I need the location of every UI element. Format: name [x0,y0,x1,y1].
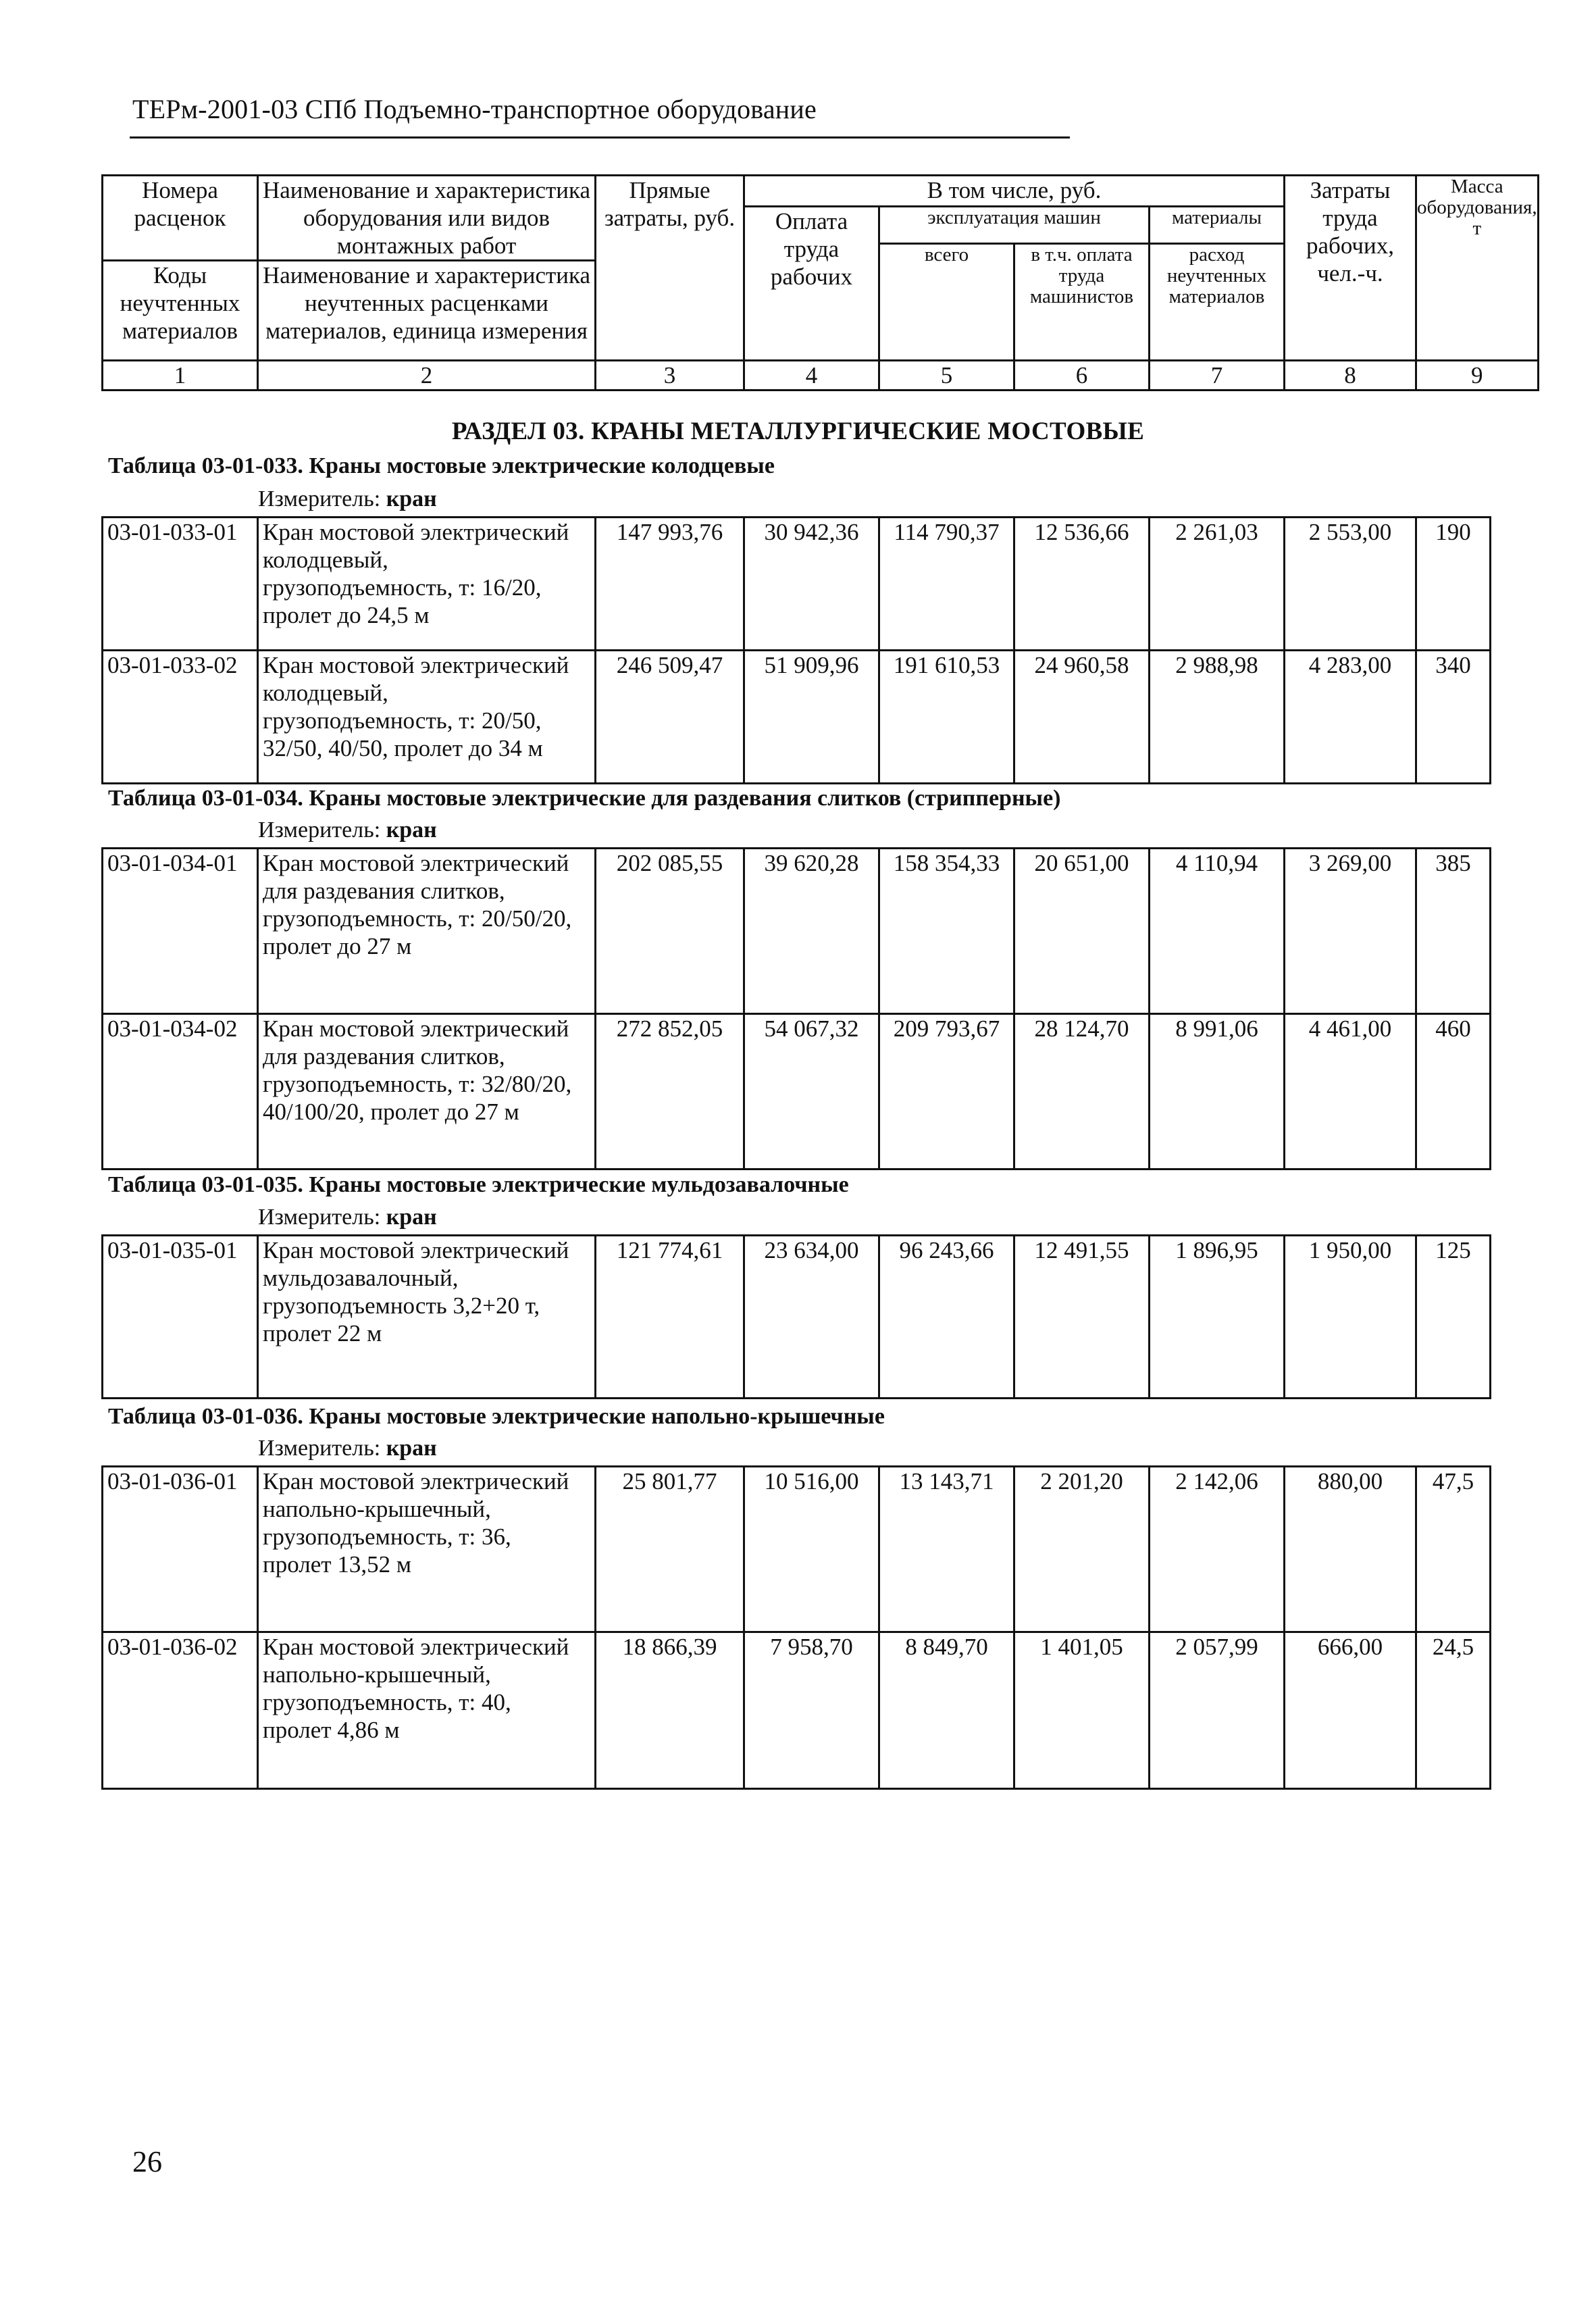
table-row [103,651,1491,784]
header-operator-pay: в т.ч. оплата труда машинистов [1014,244,1150,361]
operator-pay-value: 2 201,20 [1014,1467,1150,1632]
header-machine-operation: эксплуатация машин [879,207,1150,244]
description-line: напольно-крышечный, [263,1661,491,1688]
page-number: 26 [132,2145,162,2178]
header-material-codes: Коды неучтенных материалов [103,261,258,361]
description-line: грузоподъемность, т: 36, [263,1524,511,1550]
description-line: пролет 22 м [263,1320,382,1347]
header-col-number: 2 [258,361,596,391]
operator-pay-value: 1 401,05 [1014,1632,1150,1789]
table-title: Таблица 03-01-035. Краны мостовые электрические мульдозавалочные [108,1172,849,1197]
header-col-number: 4 [744,361,879,391]
materials-value: 8 991,06 [1150,1014,1285,1169]
description-line: грузоподъемность 3,2+20 т, [263,1292,540,1319]
mass-value: 24,5 [1416,1632,1491,1789]
machine-total-value: 209 793,67 [879,1014,1014,1169]
description-line: Кран мостовой электрический [263,1634,569,1660]
direct-costs-value: 18 866,39 [596,1632,744,1789]
labor-hours-value: 880,00 [1285,1467,1416,1632]
rates-table-036 [101,1465,1491,1790]
header-materials: материалы [1150,207,1285,244]
direct-costs-value: 202 085,55 [596,849,744,1014]
description-line: 32/50, 40/50, пролет до 34 м [263,735,543,761]
description-line: пролет 4,86 м [263,1717,400,1743]
meter-line [258,818,437,843]
materials-value: 1 896,95 [1150,1236,1285,1399]
header-material-name: Наименование и характеристика неучтенных расценками материалов, единица измерения [258,261,596,361]
description-line: пролет 13,52 м [263,1551,411,1578]
rate-description [258,1236,596,1399]
direct-costs-value: 121 774,61 [596,1236,744,1399]
header-work-name: Наименование и характеристика оборудования или видов монтажных работ [258,176,596,261]
description-line: для раздевания слитков, [263,1043,505,1070]
header-rate-number: Номера расценок [103,176,258,261]
operator-pay-value: 12 491,55 [1014,1236,1150,1399]
description-line: Кран мостовой электрический [263,850,569,876]
rate-description [258,1014,596,1169]
direct-costs-value: 25 801,77 [596,1467,744,1632]
rates-table-034 [101,847,1491,1170]
machine-total-value: 158 354,33 [879,849,1014,1014]
header-rule [130,136,1070,139]
rate-code: 03-01-034-01 [103,849,258,1014]
worker-pay-value: 39 620,28 [744,849,879,1014]
meter-label: Измеритель: [258,1205,381,1230]
mass-value: 460 [1416,1014,1491,1169]
meter-label: Измеритель: [258,486,381,511]
header-col-number: 3 [596,361,744,391]
description-line: грузоподъемность, т: 40, [263,1689,511,1715]
description-line: 40/100/20, пролет до 27 м [263,1099,519,1125]
meter-line [258,486,437,512]
mass-value: 385 [1416,849,1491,1014]
column-header-table [101,174,1539,391]
rate-code: 03-01-034-02 [103,1014,258,1169]
machine-total-value: 114 790,37 [879,518,1014,651]
worker-pay-value: 51 909,96 [744,651,879,784]
worker-pay-value: 23 634,00 [744,1236,879,1399]
table-row [103,1467,1491,1632]
operator-pay-value: 24 960,58 [1014,651,1150,784]
direct-costs-value: 272 852,05 [596,1014,744,1169]
header-col-number: 6 [1014,361,1150,391]
section-title: РАЗДЕЛ 03. КРАНЫ МЕТАЛЛУРГИЧЕСКИЕ МОСТОВЫЕ [451,418,1145,445]
rates-table-033 [101,516,1491,784]
table-row [103,1014,1491,1169]
meter-line [258,1205,437,1230]
header-unaccounted-materials: расход неучтенных материалов [1150,244,1285,361]
machine-total-value: 8 849,70 [879,1632,1014,1789]
header-col-number: 7 [1150,361,1285,391]
worker-pay-value: 10 516,00 [744,1467,879,1632]
labor-hours-value: 2 553,00 [1285,518,1416,651]
header-equipment-mass: Масса оборудования, т [1416,176,1539,361]
materials-value: 2 988,98 [1150,651,1285,784]
operator-pay-value: 20 651,00 [1014,849,1150,1014]
direct-costs-value: 246 509,47 [596,651,744,784]
table-title: Таблица 03-01-036. Краны мостовые электрические напольно-крышечные [108,1404,885,1429]
description-line: напольно-крышечный, [263,1496,491,1522]
rate-description [258,1467,596,1632]
labor-hours-value: 4 283,00 [1285,651,1416,784]
rate-code: 03-01-036-02 [103,1632,258,1789]
meter-unit: кран [386,486,437,511]
description-line: Кран мостовой электрический [263,1237,569,1263]
machine-total-value: 191 610,53 [879,651,1014,784]
rates-table-035 [101,1234,1491,1399]
description-line: Кран мостовой электрический [263,652,569,678]
meter-label: Измеритель: [258,1436,381,1461]
rate-code: 03-01-033-02 [103,651,258,784]
description-line: мульдозавалочный, [263,1265,459,1291]
running-head: ТЕРм-2001-03 СПб Подъемно-транспортное оборудование [132,94,817,124]
direct-costs-value: 147 993,76 [596,518,744,651]
description-line: Кран мостовой электрический [263,1015,569,1042]
table-row [103,1236,1491,1399]
materials-value: 2 142,06 [1150,1467,1285,1632]
header-group-including: В том числе, руб. [744,176,1285,207]
operator-pay-value: 12 536,66 [1014,518,1150,651]
description-line: Кран мостовой электрический [263,1468,569,1494]
rate-description [258,651,596,784]
table-row [103,849,1491,1014]
worker-pay-value: 7 958,70 [744,1632,879,1789]
machine-total-value: 96 243,66 [879,1236,1014,1399]
meter-unit: кран [386,818,437,842]
header-col-number: 5 [879,361,1014,391]
header-machine-total: всего [879,244,1014,361]
labor-hours-value: 3 269,00 [1285,849,1416,1014]
description-line: колодцевый, [263,547,388,573]
description-line: для раздевания слитков, [263,878,505,904]
meter-unit: кран [386,1205,437,1230]
mass-value: 125 [1416,1236,1491,1399]
meter-label: Измеритель: [258,818,381,842]
description-line: грузоподъемность, т: 16/20, [263,574,542,601]
header-col-number: 8 [1285,361,1416,391]
mass-value: 340 [1416,651,1491,784]
header-worker-pay: Оплата труда рабочих [744,207,879,361]
table-row [103,1632,1491,1789]
machine-total-value: 13 143,71 [879,1467,1014,1632]
worker-pay-value: 30 942,36 [744,518,879,651]
description-line: грузоподъемность, т: 20/50, [263,707,542,734]
description-line: пролет до 27 м [263,933,412,959]
labor-hours-value: 4 461,00 [1285,1014,1416,1169]
description-line: грузоподъемность, т: 20/50/20, [263,905,572,932]
description-line: грузоподъемность, т: 32/80/20, [263,1071,572,1097]
table-title: Таблица 03-01-034. Краны мостовые электрические для раздевания слитков (стрипперные) [108,786,1061,811]
rate-code: 03-01-035-01 [103,1236,258,1399]
rate-description [258,849,596,1014]
rate-description [258,1632,596,1789]
labor-hours-value: 1 950,00 [1285,1236,1416,1399]
table-title: Таблица 03-01-033. Краны мостовые электрические колодцевые [108,453,775,478]
meter-line [258,1436,437,1461]
materials-value: 4 110,94 [1150,849,1285,1014]
materials-value: 2 261,03 [1150,518,1285,651]
rate-code: 03-01-033-01 [103,518,258,651]
header-direct-costs: Прямые затраты, руб. [596,176,744,361]
header-col-number: 1 [103,361,258,391]
materials-value: 2 057,99 [1150,1632,1285,1789]
description-line: колодцевый, [263,680,388,706]
meter-unit: кран [386,1436,437,1461]
mass-value: 47,5 [1416,1467,1491,1632]
labor-hours-value: 666,00 [1285,1632,1416,1789]
table-row [103,518,1491,651]
worker-pay-value: 54 067,32 [744,1014,879,1169]
mass-value: 190 [1416,518,1491,651]
header-col-number: 9 [1416,361,1539,391]
description-line: пролет до 24,5 м [263,602,430,628]
rate-code: 03-01-036-01 [103,1467,258,1632]
header-labor-hours: Затраты труда рабочих, чел.-ч. [1285,176,1416,361]
operator-pay-value: 28 124,70 [1014,1014,1150,1169]
description-line: Кран мостовой электрический [263,519,569,545]
rate-description [258,518,596,651]
